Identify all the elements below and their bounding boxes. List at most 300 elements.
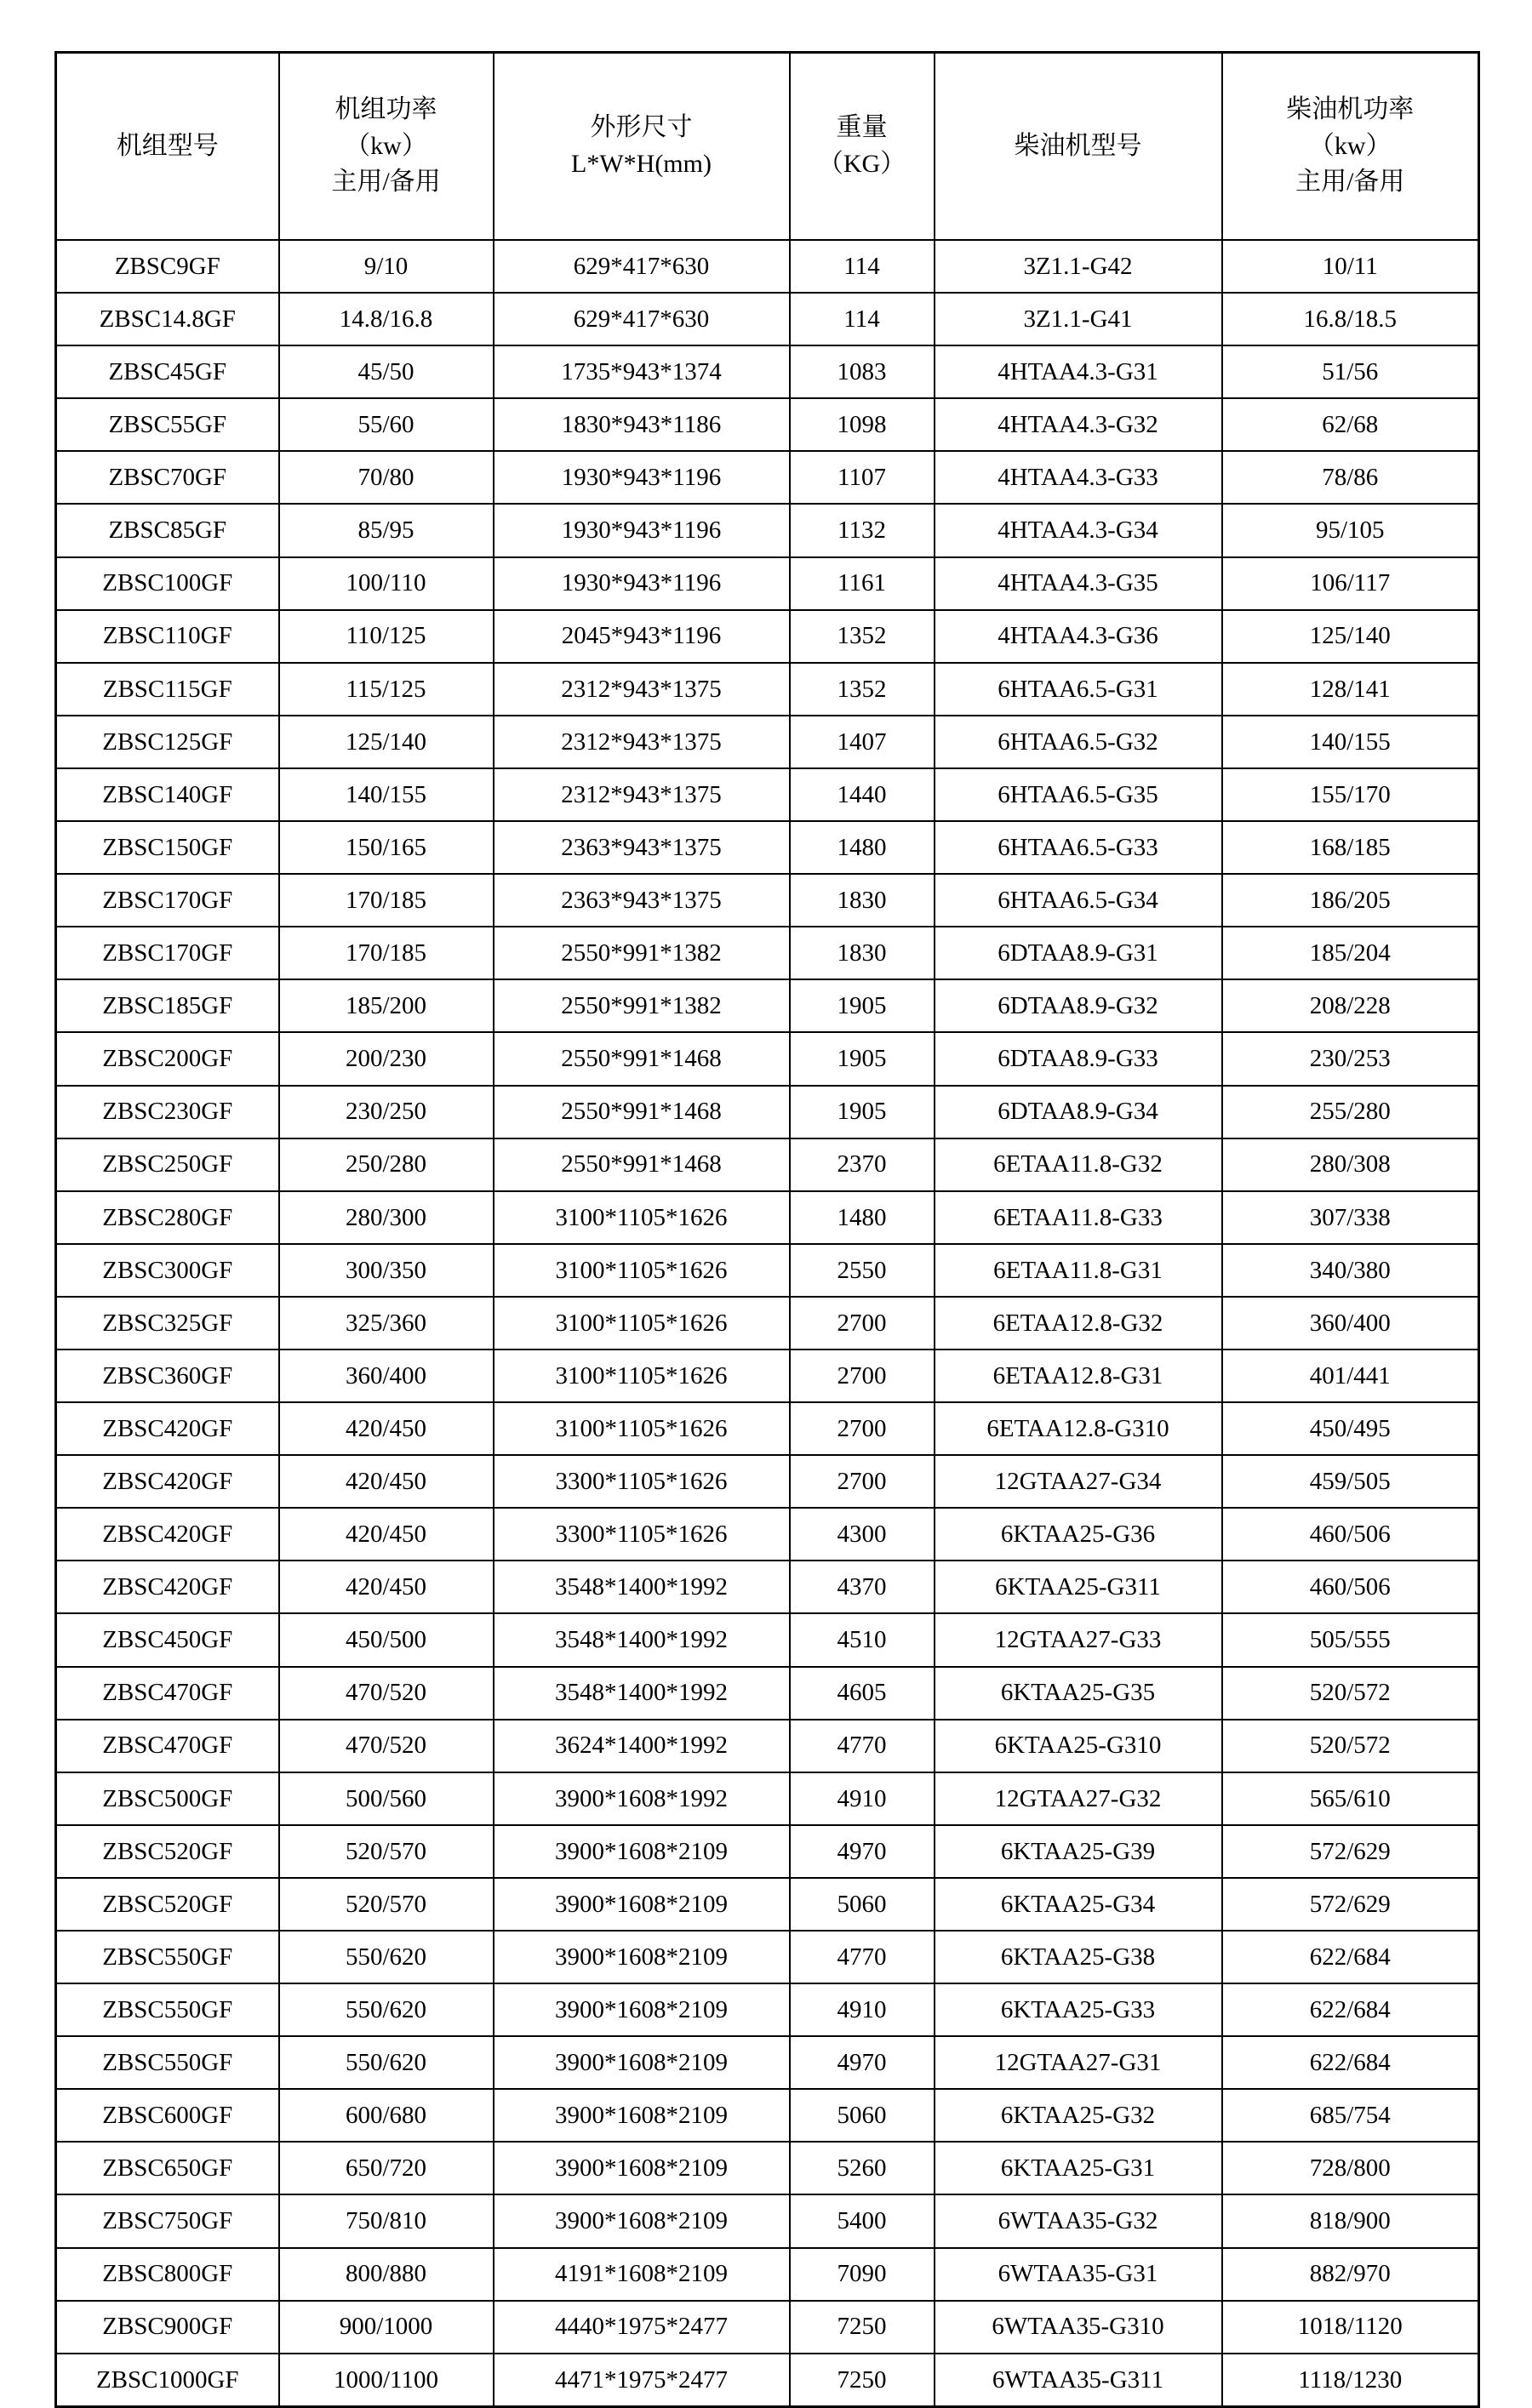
cell-power: 55/60	[279, 398, 494, 451]
cell-dimensions: 3548*1400*1992	[494, 1667, 790, 1720]
table-row	[56, 768, 1479, 821]
table-row	[56, 1086, 1479, 1138]
cell-power: 140/155	[279, 768, 494, 821]
cell-weight: 4910	[790, 1983, 935, 2036]
cell-engine: 6ETAA12.8-G310	[935, 1402, 1222, 1455]
table-row	[56, 2194, 1479, 2247]
cell-dimensions: 3100*1105*1626	[494, 1350, 790, 1402]
cell-weight: 1480	[790, 821, 935, 874]
cell-model: ZBSC550GF	[56, 1931, 279, 1983]
cell-model: ZBSC420GF	[56, 1561, 279, 1613]
table-row	[56, 1561, 1479, 1613]
cell-engine: 4HTAA4.3-G36	[935, 610, 1222, 663]
cell-engine: 6DTAA8.9-G31	[935, 927, 1222, 979]
cell-engine-power: 565/610	[1222, 1772, 1479, 1825]
cell-power: 800/880	[279, 2248, 494, 2301]
cell-weight: 2700	[790, 1402, 935, 1455]
cell-model: ZBSC550GF	[56, 1983, 279, 2036]
cell-weight: 5260	[790, 2142, 935, 2194]
cell-engine: 6DTAA8.9-G33	[935, 1032, 1222, 1085]
cell-model: ZBSC420GF	[56, 1402, 279, 1455]
table-row	[56, 1667, 1479, 1720]
cell-engine-power: 685/754	[1222, 2089, 1479, 2142]
cell-engine: 6KTAA25-G310	[935, 1720, 1222, 1772]
cell-dimensions: 3900*1608*2109	[494, 2142, 790, 2194]
table-row	[56, 663, 1479, 716]
cell-model: ZBSC650GF	[56, 2142, 279, 2194]
cell-engine-power: 16.8/18.5	[1222, 293, 1479, 345]
cell-engine-power: 622/684	[1222, 1983, 1479, 2036]
cell-dimensions: 3900*1608*2109	[494, 1825, 790, 1878]
cell-power: 550/620	[279, 1983, 494, 2036]
cell-power: 420/450	[279, 1455, 494, 1508]
cell-weight: 1905	[790, 979, 935, 1032]
cell-engine: 6KTAA25-G39	[935, 1825, 1222, 1878]
cell-engine-power: 280/308	[1222, 1138, 1479, 1191]
cell-model: ZBSC140GF	[56, 768, 279, 821]
cell-dimensions: 2363*943*1375	[494, 821, 790, 874]
cell-weight: 2700	[790, 1350, 935, 1402]
column-header-5	[1222, 53, 1479, 241]
cell-weight: 1083	[790, 345, 935, 398]
cell-engine-power: 255/280	[1222, 1086, 1479, 1138]
cell-model: ZBSC500GF	[56, 1772, 279, 1825]
cell-dimensions: 2550*991*1382	[494, 927, 790, 979]
cell-weight: 114	[790, 240, 935, 293]
cell-engine: 6KTAA25-G34	[935, 1878, 1222, 1931]
cell-power: 520/570	[279, 1825, 494, 1878]
cell-power: 520/570	[279, 1878, 494, 1931]
column-header-line: 主用/备用	[331, 168, 441, 197]
cell-model: ZBSC70GF	[56, 451, 279, 504]
cell-engine: 6HTAA6.5-G35	[935, 768, 1222, 821]
cell-engine-power: 505/555	[1222, 1613, 1479, 1666]
cell-engine: 4HTAA4.3-G31	[935, 345, 1222, 398]
cell-engine-power: 62/68	[1222, 398, 1479, 451]
cell-engine-power: 459/505	[1222, 1455, 1479, 1508]
cell-engine-power: 401/441	[1222, 1350, 1479, 1402]
cell-weight: 1161	[790, 557, 935, 610]
table-row	[56, 1191, 1479, 1244]
cell-power: 70/80	[279, 451, 494, 504]
cell-power: 125/140	[279, 716, 494, 768]
cell-model: ZBSC360GF	[56, 1350, 279, 1402]
cell-weight: 2700	[790, 1455, 935, 1508]
table-row	[56, 1878, 1479, 1931]
cell-power: 900/1000	[279, 2301, 494, 2354]
cell-dimensions: 3900*1608*1992	[494, 1772, 790, 1825]
cell-engine: 6DTAA8.9-G34	[935, 1086, 1222, 1138]
cell-power: 100/110	[279, 557, 494, 610]
table-row	[56, 1032, 1479, 1085]
column-header-line: L*W*H(mm)	[571, 150, 712, 178]
table-row	[56, 1138, 1479, 1191]
cell-power: 85/95	[279, 504, 494, 556]
column-header-line: （kw）	[1308, 131, 1392, 160]
cell-model: ZBSC470GF	[56, 1667, 279, 1720]
cell-power: 185/200	[279, 979, 494, 1032]
cell-weight: 1107	[790, 451, 935, 504]
table-row	[56, 1508, 1479, 1561]
generator-spec-table	[54, 51, 1480, 2408]
cell-engine-power: 78/86	[1222, 451, 1479, 504]
cell-power: 470/520	[279, 1720, 494, 1772]
table-row	[56, 927, 1479, 979]
table-body	[56, 240, 1479, 2406]
column-header-line: （KG）	[817, 150, 906, 178]
cell-engine: 4HTAA4.3-G35	[935, 557, 1222, 610]
cell-engine-power: 572/629	[1222, 1825, 1479, 1878]
column-header-3	[790, 53, 935, 241]
cell-weight: 4910	[790, 1772, 935, 1825]
table-row	[56, 1772, 1479, 1825]
cell-power: 110/125	[279, 610, 494, 663]
cell-power: 280/300	[279, 1191, 494, 1244]
cell-engine: 12GTAA27-G34	[935, 1455, 1222, 1508]
cell-engine: 6KTAA25-G38	[935, 1931, 1222, 1983]
column-header-line: 主用/备用	[1295, 168, 1405, 197]
column-header-line: 柴油机功率	[1286, 95, 1415, 124]
cell-weight: 1440	[790, 768, 935, 821]
cell-model: ZBSC55GF	[56, 398, 279, 451]
column-header-2	[494, 53, 790, 241]
cell-weight: 5060	[790, 1878, 935, 1931]
cell-dimensions: 1930*943*1196	[494, 451, 790, 504]
cell-engine: 4HTAA4.3-G32	[935, 398, 1222, 451]
cell-power: 150/165	[279, 821, 494, 874]
cell-dimensions: 2550*991*1468	[494, 1032, 790, 1085]
table-row	[56, 610, 1479, 663]
cell-engine: 6WTAA35-G32	[935, 2194, 1222, 2247]
table-row	[56, 979, 1479, 1032]
cell-weight: 1830	[790, 874, 935, 927]
cell-weight: 1352	[790, 610, 935, 663]
table-row	[56, 398, 1479, 451]
table-row	[56, 821, 1479, 874]
cell-power: 14.8/16.8	[279, 293, 494, 345]
cell-engine-power: 572/629	[1222, 1878, 1479, 1931]
cell-dimensions: 2312*943*1375	[494, 716, 790, 768]
cell-model: ZBSC14.8GF	[56, 293, 279, 345]
cell-dimensions: 3900*1608*2109	[494, 1878, 790, 1931]
cell-weight: 7250	[790, 2354, 935, 2407]
cell-power: 170/185	[279, 874, 494, 927]
table-row	[56, 1613, 1479, 1666]
cell-engine-power: 168/185	[1222, 821, 1479, 874]
cell-engine-power: 622/684	[1222, 1931, 1479, 1983]
cell-dimensions: 2550*991*1468	[494, 1138, 790, 1191]
table-row	[56, 874, 1479, 927]
table-row	[56, 1720, 1479, 1772]
cell-engine-power: 882/970	[1222, 2248, 1479, 2301]
cell-model: ZBSC325GF	[56, 1297, 279, 1350]
cell-dimensions: 3300*1105*1626	[494, 1508, 790, 1561]
cell-dimensions: 3624*1400*1992	[494, 1720, 790, 1772]
table-row	[56, 2036, 1479, 2089]
cell-engine: 6KTAA25-G33	[935, 1983, 1222, 2036]
cell-engine-power: 1018/1120	[1222, 2301, 1479, 2354]
cell-model: ZBSC600GF	[56, 2089, 279, 2142]
cell-weight: 4300	[790, 1508, 935, 1561]
cell-engine-power: 460/506	[1222, 1508, 1479, 1561]
cell-engine: 6ETAA12.8-G32	[935, 1297, 1222, 1350]
cell-weight: 1407	[790, 716, 935, 768]
cell-weight: 4370	[790, 1561, 935, 1613]
cell-power: 360/400	[279, 1350, 494, 1402]
cell-power: 325/360	[279, 1297, 494, 1350]
cell-model: ZBSC250GF	[56, 1138, 279, 1191]
cell-dimensions: 4471*1975*2477	[494, 2354, 790, 2407]
column-header-0	[56, 53, 279, 241]
cell-engine-power: 360/400	[1222, 1297, 1479, 1350]
cell-engine-power: 818/900	[1222, 2194, 1479, 2247]
cell-engine: 6HTAA6.5-G31	[935, 663, 1222, 716]
cell-engine-power: 208/228	[1222, 979, 1479, 1032]
cell-engine-power: 10/11	[1222, 240, 1479, 293]
cell-weight: 2700	[790, 1297, 935, 1350]
cell-dimensions: 3100*1105*1626	[494, 1297, 790, 1350]
cell-engine-power: 460/506	[1222, 1561, 1479, 1613]
cell-dimensions: 2312*943*1375	[494, 663, 790, 716]
cell-model: ZBSC85GF	[56, 504, 279, 556]
cell-model: ZBSC800GF	[56, 2248, 279, 2301]
cell-dimensions: 3300*1105*1626	[494, 1455, 790, 1508]
cell-model: ZBSC100GF	[56, 557, 279, 610]
cell-dimensions: 2550*991*1382	[494, 979, 790, 1032]
cell-power: 230/250	[279, 1086, 494, 1138]
table-row	[56, 557, 1479, 610]
cell-engine-power: 185/204	[1222, 927, 1479, 979]
cell-model: ZBSC9GF	[56, 240, 279, 293]
cell-weight: 1905	[790, 1032, 935, 1085]
cell-dimensions: 629*417*630	[494, 240, 790, 293]
cell-engine: 6KTAA25-G36	[935, 1508, 1222, 1561]
cell-engine-power: 1118/1230	[1222, 2354, 1479, 2407]
cell-dimensions: 3100*1105*1626	[494, 1402, 790, 1455]
cell-engine-power: 307/338	[1222, 1191, 1479, 1244]
cell-power: 420/450	[279, 1561, 494, 1613]
cell-engine: 12GTAA27-G33	[935, 1613, 1222, 1666]
cell-engine-power: 520/572	[1222, 1720, 1479, 1772]
cell-engine: 6WTAA35-G310	[935, 2301, 1222, 2354]
cell-power: 45/50	[279, 345, 494, 398]
table-row	[56, 2142, 1479, 2194]
cell-engine: 6HTAA6.5-G32	[935, 716, 1222, 768]
cell-engine-power: 51/56	[1222, 345, 1479, 398]
cell-weight: 114	[790, 293, 935, 345]
cell-engine: 4HTAA4.3-G33	[935, 451, 1222, 504]
table-header-row	[56, 53, 1479, 241]
cell-power: 650/720	[279, 2142, 494, 2194]
cell-engine: 4HTAA4.3-G34	[935, 504, 1222, 556]
cell-model: ZBSC230GF	[56, 1086, 279, 1138]
table-row	[56, 1931, 1479, 1983]
cell-dimensions: 629*417*630	[494, 293, 790, 345]
table-row	[56, 1455, 1479, 1508]
column-header-4	[935, 53, 1222, 241]
table-row	[56, 1244, 1479, 1297]
cell-weight: 1352	[790, 663, 935, 716]
cell-engine: 12GTAA27-G32	[935, 1772, 1222, 1825]
cell-engine-power: 106/117	[1222, 557, 1479, 610]
cell-weight: 1132	[790, 504, 935, 556]
cell-model: ZBSC45GF	[56, 345, 279, 398]
cell-weight: 2370	[790, 1138, 935, 1191]
cell-weight: 4770	[790, 1931, 935, 1983]
cell-power: 550/620	[279, 1931, 494, 1983]
cell-model: ZBSC450GF	[56, 1613, 279, 1666]
cell-engine-power: 125/140	[1222, 610, 1479, 663]
cell-engine: 6DTAA8.9-G32	[935, 979, 1222, 1032]
cell-power: 9/10	[279, 240, 494, 293]
table-row	[56, 451, 1479, 504]
cell-model: ZBSC125GF	[56, 716, 279, 768]
cell-engine: 6ETAA11.8-G31	[935, 1244, 1222, 1297]
table-row	[56, 504, 1479, 556]
cell-power: 500/560	[279, 1772, 494, 1825]
cell-power: 750/810	[279, 2194, 494, 2247]
cell-engine: 6ETAA12.8-G31	[935, 1350, 1222, 1402]
cell-power: 200/230	[279, 1032, 494, 1085]
cell-power: 470/520	[279, 1667, 494, 1720]
cell-weight: 1905	[790, 1086, 935, 1138]
cell-engine: 3Z1.1-G42	[935, 240, 1222, 293]
cell-model: ZBSC420GF	[56, 1455, 279, 1508]
cell-engine-power: 622/684	[1222, 2036, 1479, 2089]
cell-dimensions: 2363*943*1375	[494, 874, 790, 927]
cell-weight: 4770	[790, 1720, 935, 1772]
cell-engine-power: 155/170	[1222, 768, 1479, 821]
cell-model: ZBSC200GF	[56, 1032, 279, 1085]
cell-dimensions: 3548*1400*1992	[494, 1613, 790, 1666]
cell-model: ZBSC110GF	[56, 610, 279, 663]
column-header-line: 重量	[836, 113, 888, 142]
cell-power: 250/280	[279, 1138, 494, 1191]
cell-model: ZBSC1000GF	[56, 2354, 279, 2407]
cell-dimensions: 3900*1608*2109	[494, 2036, 790, 2089]
cell-engine: 6KTAA25-G31	[935, 2142, 1222, 2194]
cell-dimensions: 3900*1608*2109	[494, 2194, 790, 2247]
column-header-line: 柴油机型号	[1014, 131, 1142, 160]
cell-engine: 6KTAA25-G311	[935, 1561, 1222, 1613]
cell-model: ZBSC420GF	[56, 1508, 279, 1561]
cell-model: ZBSC170GF	[56, 927, 279, 979]
cell-model: ZBSC900GF	[56, 2301, 279, 2354]
cell-model: ZBSC170GF	[56, 874, 279, 927]
cell-engine-power: 95/105	[1222, 504, 1479, 556]
table-row	[56, 2248, 1479, 2301]
column-header-line: 外形尺寸	[590, 113, 693, 142]
cell-power: 1000/1100	[279, 2354, 494, 2407]
cell-power: 450/500	[279, 1613, 494, 1666]
cell-weight: 5060	[790, 2089, 935, 2142]
cell-weight: 2550	[790, 1244, 935, 1297]
cell-dimensions: 3100*1105*1626	[494, 1191, 790, 1244]
table-row	[56, 2354, 1479, 2407]
table-row	[56, 1297, 1479, 1350]
cell-engine: 6KTAA25-G35	[935, 1667, 1222, 1720]
cell-weight: 1830	[790, 927, 935, 979]
cell-dimensions: 2312*943*1375	[494, 768, 790, 821]
table-row	[56, 1983, 1479, 2036]
cell-weight: 4970	[790, 1825, 935, 1878]
cell-model: ZBSC280GF	[56, 1191, 279, 1244]
table-row	[56, 345, 1479, 398]
cell-weight: 4970	[790, 2036, 935, 2089]
cell-model: ZBSC750GF	[56, 2194, 279, 2247]
cell-dimensions: 1830*943*1186	[494, 398, 790, 451]
cell-model: ZBSC115GF	[56, 663, 279, 716]
cell-engine-power: 340/380	[1222, 1244, 1479, 1297]
table-row	[56, 1350, 1479, 1402]
cell-model: ZBSC470GF	[56, 1720, 279, 1772]
cell-engine: 6HTAA6.5-G33	[935, 821, 1222, 874]
cell-model: ZBSC150GF	[56, 821, 279, 874]
cell-dimensions: 3900*1608*2109	[494, 1983, 790, 2036]
cell-dimensions: 3100*1105*1626	[494, 1244, 790, 1297]
cell-engine-power: 520/572	[1222, 1667, 1479, 1720]
cell-dimensions: 2550*991*1468	[494, 1086, 790, 1138]
column-header-line: 机组功率	[334, 95, 437, 124]
cell-engine: 6WTAA35-G311	[935, 2354, 1222, 2407]
cell-power: 300/350	[279, 1244, 494, 1297]
cell-weight: 1480	[790, 1191, 935, 1244]
cell-model: ZBSC520GF	[56, 1878, 279, 1931]
cell-weight: 4605	[790, 1667, 935, 1720]
cell-dimensions: 1930*943*1196	[494, 504, 790, 556]
table-row	[56, 240, 1479, 293]
cell-engine: 3Z1.1-G41	[935, 293, 1222, 345]
cell-power: 170/185	[279, 927, 494, 979]
cell-engine: 6WTAA35-G31	[935, 2248, 1222, 2301]
cell-engine-power: 140/155	[1222, 716, 1479, 768]
cell-dimensions: 4440*1975*2477	[494, 2301, 790, 2354]
cell-model: ZBSC520GF	[56, 1825, 279, 1878]
table-row	[56, 716, 1479, 768]
cell-model: ZBSC300GF	[56, 1244, 279, 1297]
table-row	[56, 2301, 1479, 2354]
cell-weight: 4510	[790, 1613, 935, 1666]
table-header	[56, 53, 1479, 241]
cell-power: 420/450	[279, 1402, 494, 1455]
cell-engine: 6HTAA6.5-G34	[935, 874, 1222, 927]
cell-dimensions: 2045*943*1196	[494, 610, 790, 663]
cell-model: ZBSC185GF	[56, 979, 279, 1032]
cell-engine-power: 128/141	[1222, 663, 1479, 716]
cell-power: 550/620	[279, 2036, 494, 2089]
cell-engine-power: 450/495	[1222, 1402, 1479, 1455]
cell-engine: 6KTAA25-G32	[935, 2089, 1222, 2142]
cell-engine-power: 728/800	[1222, 2142, 1479, 2194]
cell-power: 600/680	[279, 2089, 494, 2142]
cell-power: 115/125	[279, 663, 494, 716]
cell-model: ZBSC550GF	[56, 2036, 279, 2089]
cell-dimensions: 3900*1608*2109	[494, 1931, 790, 1983]
table-row	[56, 1825, 1479, 1878]
table-row	[56, 2089, 1479, 2142]
cell-dimensions: 1735*943*1374	[494, 345, 790, 398]
column-header-line: （kw）	[345, 131, 427, 160]
cell-engine: 6ETAA11.8-G33	[935, 1191, 1222, 1244]
cell-dimensions: 1930*943*1196	[494, 557, 790, 610]
table-row	[56, 1402, 1479, 1455]
cell-engine: 12GTAA27-G31	[935, 2036, 1222, 2089]
column-header-1	[279, 53, 494, 241]
table-row	[56, 293, 1479, 345]
cell-weight: 5400	[790, 2194, 935, 2247]
cell-engine-power: 230/253	[1222, 1032, 1479, 1085]
cell-dimensions: 3548*1400*1992	[494, 1561, 790, 1613]
